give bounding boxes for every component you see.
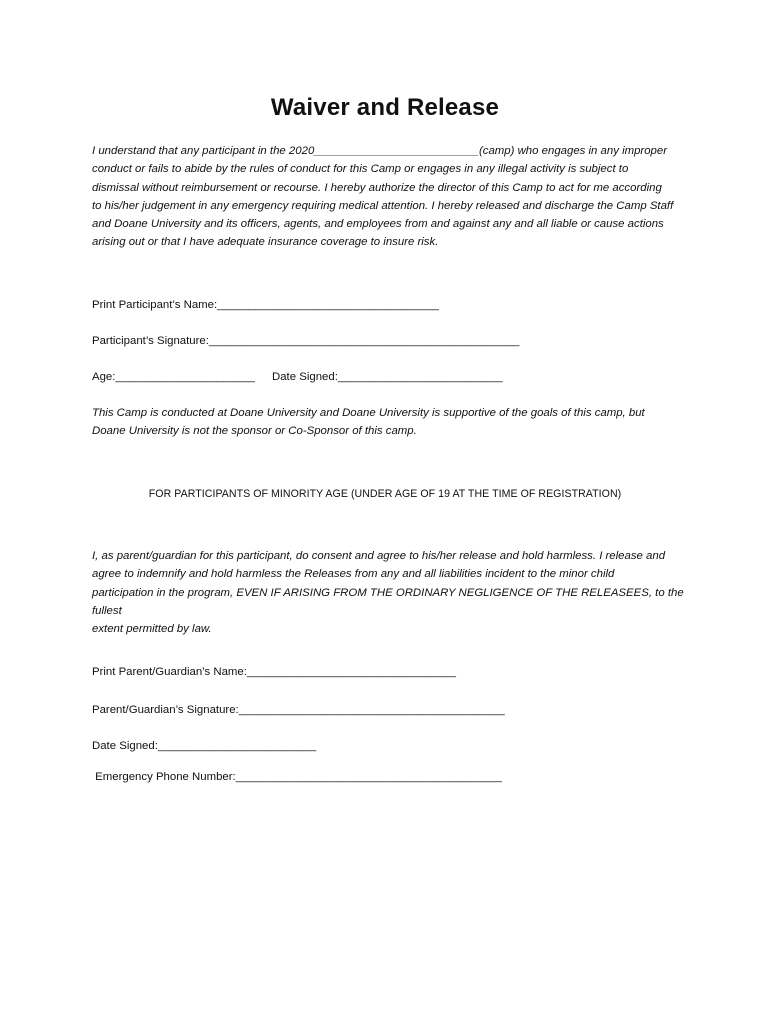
intro-line: to his/her judgement in any emergency requiring medical attention. I hereby released and discharge the Camp Staff [92,199,674,212]
guardian-line: extent permitted by law. [92,623,212,636]
participant-name-field[interactable]: Print Participant’s Name:___________________________________ [92,299,439,311]
guardian-paragraph [92,547,692,638]
participant-date-signed-field[interactable]: Date Signed:__________________________ [272,371,503,383]
age-field[interactable]: Age:______________________ [92,371,255,383]
intro-line: and Doane University and its officers, agents, and employees from and against any and all liable or cause actions [92,218,664,231]
page-title: Waiver and Release [270,94,500,121]
guardian-signature-field[interactable]: Parent/Guardian’s Signature:__________________________________________ [92,704,505,716]
guardian-line: agree to indemnify and hold harmless the Releases from any and all liabilities incident to the minor child [92,568,615,581]
minority-heading: FOR PARTICIPANTS OF MINORITY AGE (UNDER AGE OF 19 AT THE TIME OF REGISTRATION) [148,488,622,500]
sponsor-line: This Camp is conducted at Doane University and Doane University is supportive of the goals of this camp, but [92,407,645,419]
sponsor-paragraph [92,404,692,441]
intro-line: conduct or fails to abide by the rules of conduct for this Camp or engages in any illegal activity is subject to [92,163,629,176]
intro-paragraph [92,142,692,252]
guardian-line: I, as parent/guardian for this participant, do consent and agree to his/her release and hold harmless. I release and [92,550,666,562]
participant-signature-field[interactable]: Participant’s Signature:_________________________________________________ [92,335,520,347]
intro-line: dismissal without reimbursement or recourse. I hereby authorize the director of this Camp to act for me according [92,181,662,194]
intro-line: arising out or that I have adequate insurance coverage to insure risk. [92,236,439,249]
guardian-date-signed-field[interactable]: Date Signed:_________________________ [92,740,317,752]
intro-line: I understand that any participant in the 2020__________________________(camp) who engages in any improper [92,145,668,157]
sponsor-line: Doane University is not the sponsor or Co-Sponsor of this camp. [92,425,417,438]
guardian-name-field[interactable]: Print Parent/Guardian’s Name:_________________________________ [92,666,456,678]
guardian-line: participation in the program, EVEN IF ARISING FROM THE ORDINARY NEGLIGENCE OF THE RELEASEES, to the fullest [92,586,684,617]
emergency-phone-field[interactable]: Emergency Phone Number:__________________________________________ [92,771,502,783]
